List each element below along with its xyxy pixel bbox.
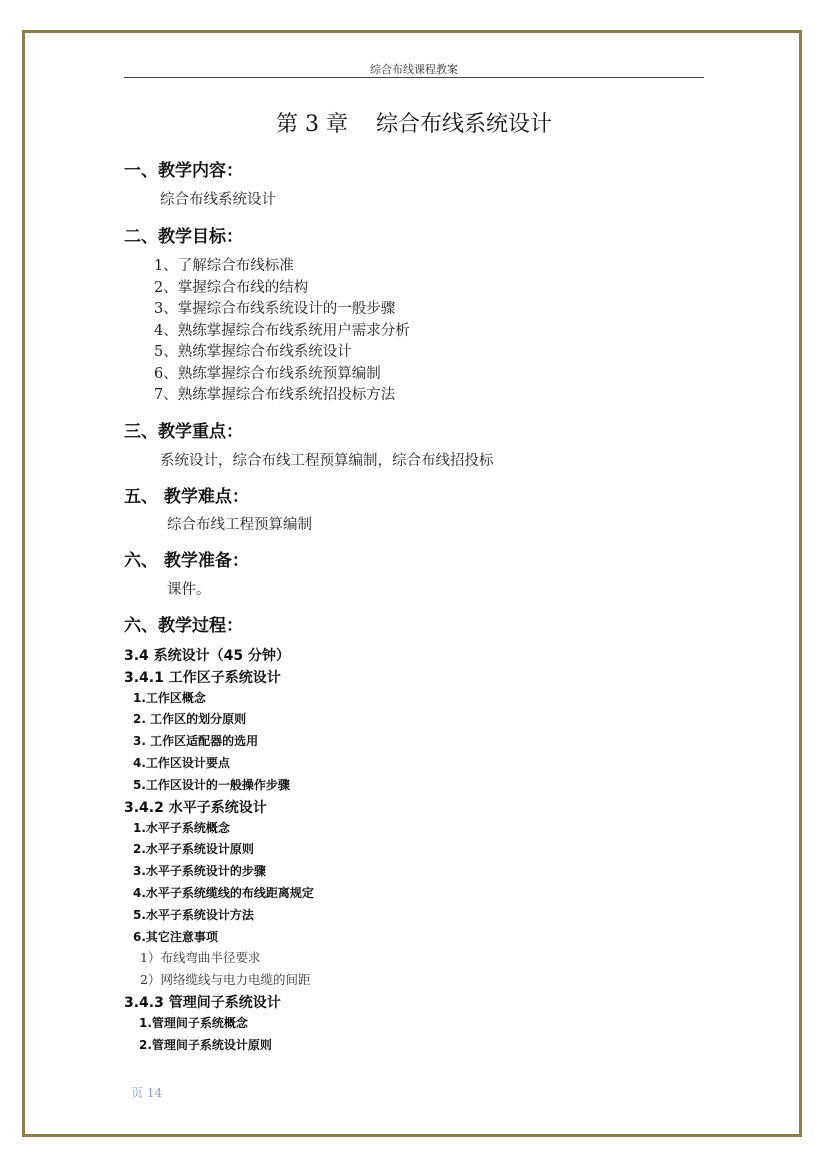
list-item: 4.工作区设计要点 — [133, 756, 230, 770]
difficult-points-text: 综合布线工程预算编制 — [167, 517, 312, 533]
key-points-heading: 三、教学重点： — [124, 422, 243, 442]
list-item: 4.水平子系统缆线的布线距离规定 — [133, 886, 314, 900]
process-heading: 六、教学过程： — [124, 616, 243, 636]
list-item: 2.水平子系统设计原则 — [133, 842, 254, 856]
list-item: 3.水平子系统设计的步骤 — [133, 864, 266, 878]
goal-item: 6、熟练掌握综合布线系统预算编制 — [154, 366, 381, 382]
header-rule — [124, 77, 704, 78]
goal-item: 3、掌握综合布线系统设计的一般步骤 — [154, 301, 396, 317]
list-item: 6.其它注意事项 — [133, 930, 218, 944]
section-3-4-1: 3.4.1 工作区子系统设计 — [124, 670, 281, 686]
list-item: 5.水平子系统设计方法 — [133, 908, 254, 922]
content-text: 综合布线系统设计 — [160, 192, 276, 208]
difficult-points-heading: 五、 教学难点： — [124, 487, 249, 507]
goal-item: 2、掌握综合布线的结构 — [154, 280, 309, 296]
goals-heading: 二、教学目标： — [124, 227, 243, 247]
list-item: 5.工作区设计的一般操作步骤 — [133, 778, 290, 792]
goal-item: 4、熟练掌握综合布线系统用户需求分析 — [154, 323, 410, 339]
preparation-text: 课件。 — [167, 582, 211, 598]
list-item: 2. 工作区的划分原则 — [133, 712, 247, 726]
section-3-4: 3.4 系统设计（45 分钟） — [124, 648, 291, 664]
key-points-text: 系统设计，综合布线工程预算编制，综合布线招投标 — [160, 453, 494, 469]
content-heading: 一、教学内容： — [124, 161, 243, 181]
goal-item: 5、熟练掌握综合布线系统设计 — [154, 344, 352, 360]
page-number: 页 14 — [131, 1086, 163, 1100]
sub-list-item: 2）网络缆线与电力电缆的间距 — [140, 972, 311, 987]
running-header: 综合布线课程教案 — [370, 63, 458, 76]
preparation-heading: 六、 教学准备： — [124, 551, 249, 571]
section-3-4-2: 3.4.2 水平子系统设计 — [124, 800, 267, 816]
section-3-4-3: 3.4.3 管理间子系统设计 — [124, 995, 281, 1011]
page-border — [22, 30, 802, 1137]
list-item: 3. 工作区适配器的选用 — [133, 734, 259, 748]
list-item: 1.水平子系统概念 — [133, 821, 230, 835]
goal-item: 1、了解综合布线标准 — [154, 258, 294, 274]
chapter-title: 第 3 章 综合布线系统设计 — [276, 112, 552, 137]
list-item: 2.管理间子系统设计原则 — [139, 1038, 272, 1052]
goal-item: 7、熟练掌握综合布线系统招投标方法 — [154, 387, 396, 403]
list-item: 1.工作区概念 — [133, 691, 206, 705]
sub-list-item: 1）布线弯曲半径要求 — [140, 950, 261, 965]
list-item: 1.管理间子系统概念 — [139, 1016, 248, 1030]
